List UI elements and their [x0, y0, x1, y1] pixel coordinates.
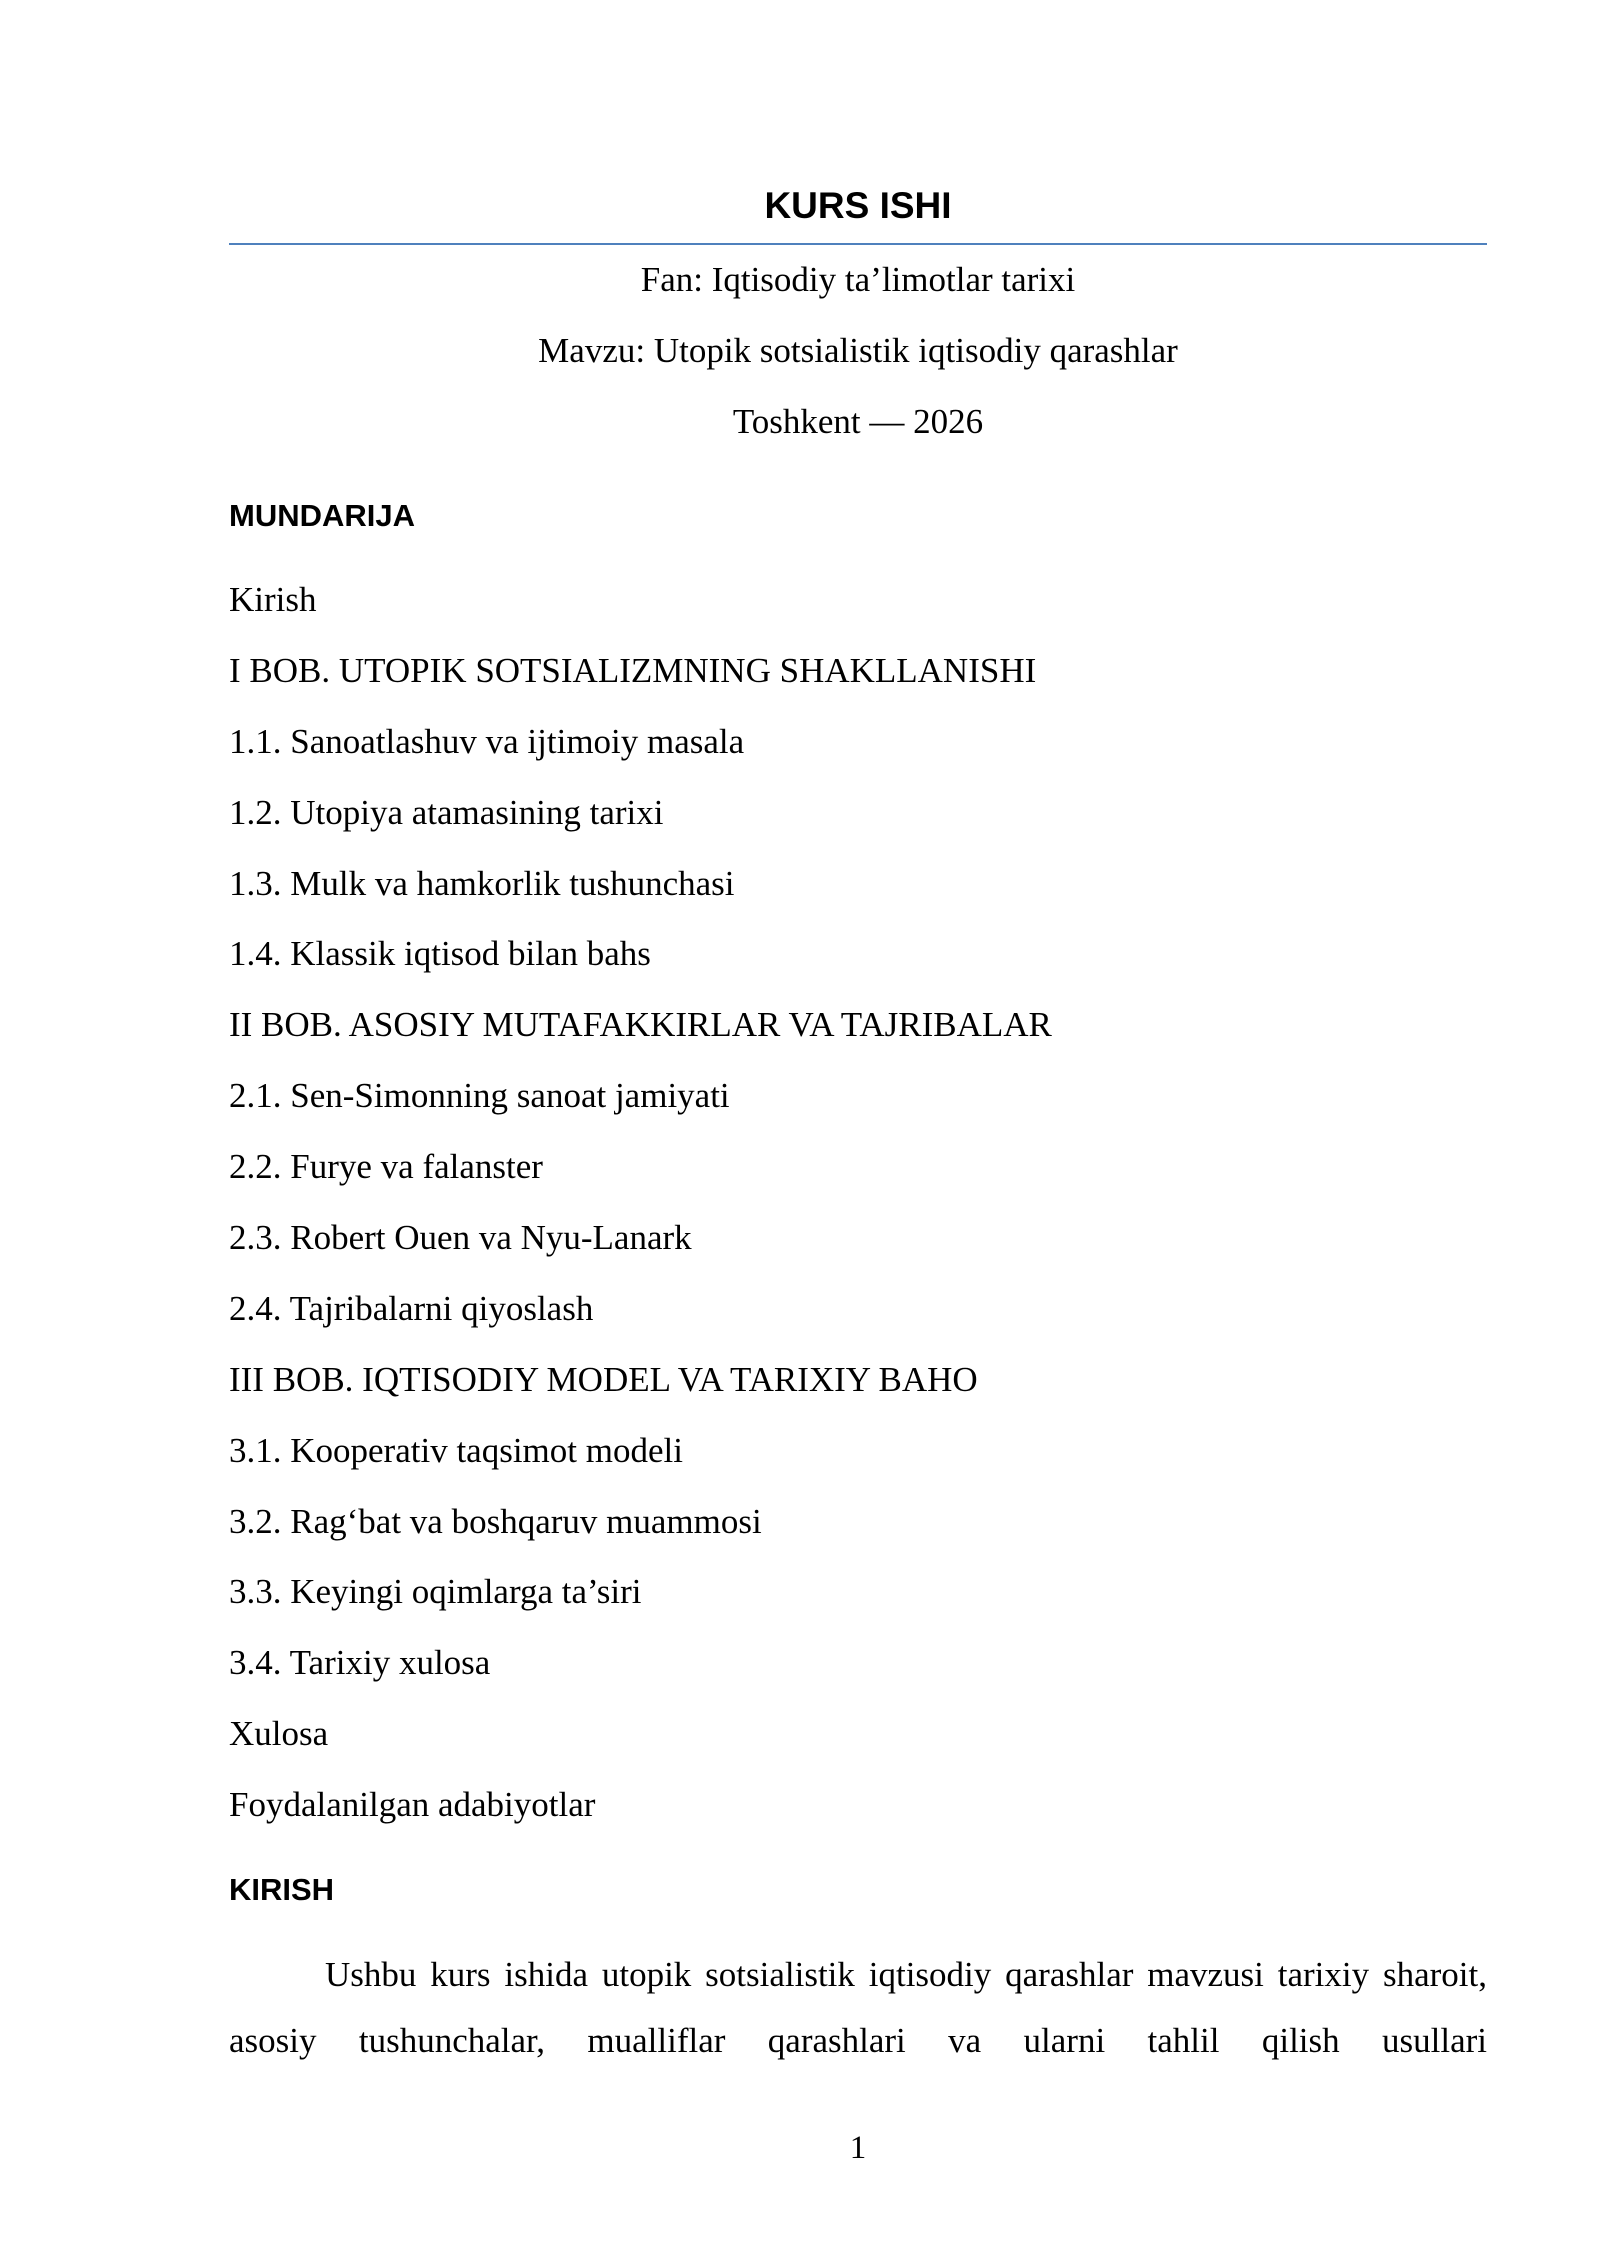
toc-item: 2.3. Robert Ouen va Nyu-Lanark	[229, 1218, 692, 1258]
toc-item: 1.4. Klassik iqtisod bilan bahs	[229, 934, 651, 974]
toc-item: 1.1. Sanoatlashuv va ijtimoiy masala	[229, 721, 745, 761]
document-title: KURS ISHI	[764, 185, 952, 226]
toc-item: 3.2. Rag‘bat va boshqaruv muammosi	[229, 1501, 762, 1541]
intro-heading: KIRISH	[229, 1872, 335, 1907]
subject-line: Fan: Iqtisodiy ta’limotlar tarixi	[640, 260, 1076, 299]
toc-item: 3.3. Keyingi oqimlarga ta’siri	[229, 1572, 642, 1612]
place-year-line: Toshkent — 2026	[732, 402, 984, 441]
page-number: 1	[849, 2130, 867, 2166]
toc-item: Xulosa	[229, 1714, 329, 1754]
toc-item: Kirish	[229, 580, 317, 619]
toc-item: 2.1. Sen-Simonning sanoat jamiyati	[229, 1076, 730, 1116]
toc-item: III BOB. IQTISODIY MODEL VA TARIXIY BAHO	[229, 1359, 978, 1399]
table-of-contents	[229, 572, 1052, 1848]
toc-item: I BOB. UTOPIK SOTSIALIZMNING SHAKLLANISHI	[229, 650, 1037, 690]
toc-item: II BOB. ASOSIY MUTAFAKKIRLAR VA TAJRIBALAR	[229, 1005, 1052, 1045]
intro-paragraph: Ushbu kurs ishida utopik sotsialistik iqtisodiy qarashlar mavzusi tarixiy sharoit, asosiy tushunchalar, mualliflar qarashlari va ularni tahlil qilish usullari	[229, 1955, 1487, 2060]
toc-item: 2.4. Tajribalarni qiyoslash	[229, 1288, 594, 1328]
toc-item: 3.1. Kooperativ taqsimot modeli	[229, 1430, 683, 1470]
toc-item: 2.2. Furye va falanster	[229, 1147, 543, 1187]
title-rule	[229, 243, 1487, 245]
toc-item: 1.3. Mulk va hamkorlik tushunchasi	[229, 863, 735, 903]
toc-item: Foydalanilgan adabiyotlar	[229, 1785, 596, 1825]
toc-item: 1.2. Utopiya atamasining tarixi	[229, 792, 664, 832]
topic-line: Mavzu: Utopik sotsialistik iqtisodiy qarashlar	[538, 331, 1178, 370]
toc-item: 3.4. Tarixiy xulosa	[229, 1643, 491, 1683]
toc-heading: MUNDARIJA	[229, 498, 415, 533]
